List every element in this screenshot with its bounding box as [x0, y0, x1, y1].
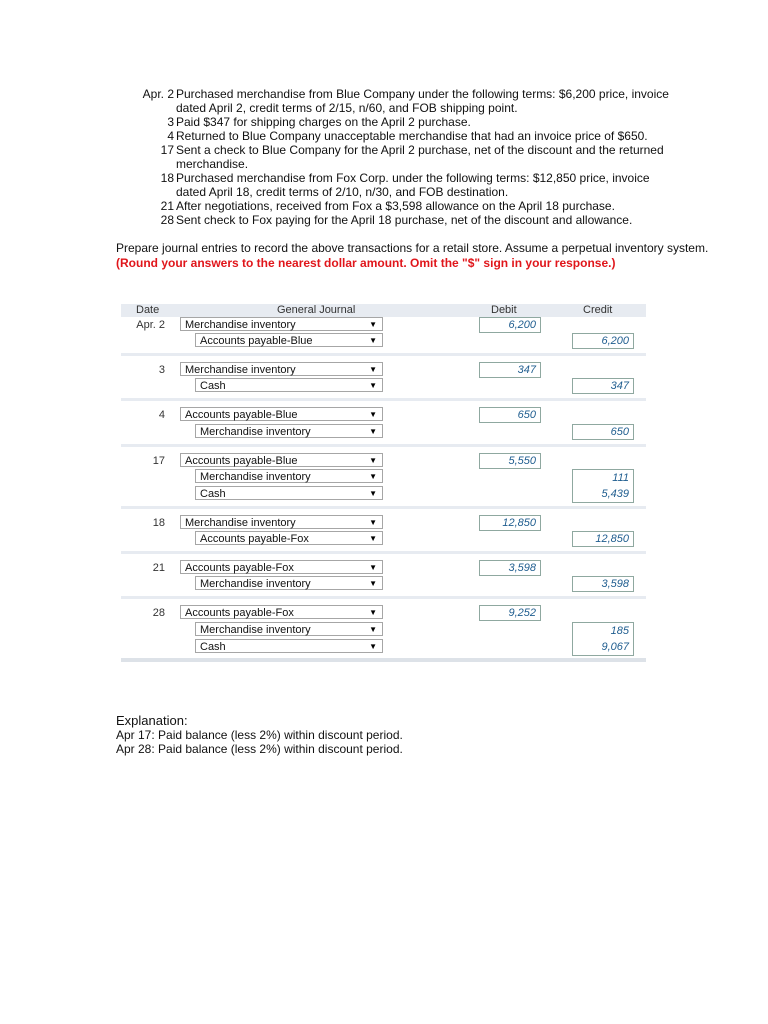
credit-account-select[interactable]: [195, 576, 383, 590]
select-value: Merchandise inventory: [200, 471, 311, 483]
transaction-text: Purchased merchandise from Blue Company under the following terms: $6,200 price, invoice: [176, 87, 669, 101]
transaction-text: Sent check to Fox paying for the April 18 purchase, net of the discount and allowance.: [176, 213, 633, 227]
select-value: Accounts payable-Blue: [200, 335, 313, 347]
credit-amount-input[interactable]: 650: [572, 424, 634, 440]
transaction-text: merchandise.: [176, 157, 249, 171]
transaction-text: After negotiations, received from Fox a $3,598 allowance on the April 18 purchase.: [176, 199, 615, 213]
dropdown-arrow-icon: ▼: [369, 456, 377, 465]
header-date: Date: [136, 304, 160, 316]
entry-date: 4: [158, 409, 165, 421]
debit-account-select[interactable]: [180, 560, 383, 574]
select-value: Accounts payable-Fox: [185, 607, 294, 619]
transaction-text: Sent a check to Blue Company for the April 2 purchase, net of the discount and the returned: [176, 143, 664, 157]
entry-separator: [121, 353, 646, 356]
credit-account-select[interactable]: [195, 424, 383, 438]
debit-amount-input[interactable]: 347: [479, 362, 541, 378]
transaction-date: 18: [160, 171, 174, 185]
select-value: Accounts payable-Fox: [200, 533, 309, 545]
credit-amount-inputs[interactable]: [572, 469, 634, 503]
transaction-text: dated April 2, credit terms of 2/15, n/60, and FOB shipping point.: [176, 101, 518, 115]
debit-account-select[interactable]: [180, 317, 383, 331]
dropdown-arrow-icon: ▼: [369, 579, 377, 588]
transaction-item: [0, 143, 768, 171]
debit-amount-input[interactable]: 6,200: [479, 317, 541, 333]
dropdown-arrow-icon: ▼: [369, 489, 377, 498]
transaction-text: Purchased merchandise from Fox Corp. under the following terms: $12,850 price, invoice: [176, 171, 650, 185]
select-value: Accounts payable-Blue: [185, 455, 298, 467]
dropdown-arrow-icon: ▼: [369, 563, 377, 572]
select-value: Accounts payable-Blue: [185, 409, 298, 421]
credit-account-select[interactable]: [195, 333, 383, 347]
debit-amount-input[interactable]: 12,850: [479, 515, 541, 531]
select-value: Merchandise inventory: [185, 319, 296, 331]
dropdown-arrow-icon: ▼: [369, 336, 377, 345]
entry-separator: [121, 444, 646, 447]
entry-date: 18: [152, 517, 165, 529]
debit-account-select[interactable]: [180, 407, 383, 421]
dropdown-arrow-icon: ▼: [369, 534, 377, 543]
select-value: Merchandise inventory: [185, 364, 296, 376]
transaction-item: [0, 213, 768, 227]
select-value: Cash: [200, 380, 226, 392]
credit-amount-input[interactable]: 185: [610, 625, 629, 637]
credit-amount-input[interactable]: 6,200: [572, 333, 634, 349]
transaction-item: [0, 87, 768, 115]
explanation: [116, 714, 403, 756]
credit-account-select[interactable]: [195, 531, 383, 545]
transaction-item: [0, 199, 768, 213]
header-debit: Debit: [491, 304, 517, 316]
credit-account-select[interactable]: [195, 469, 383, 483]
instructions-text: Prepare journal entries to record the above transactions for a retail store. Assume a perpetual inventory system.: [116, 241, 709, 255]
dropdown-arrow-icon: ▼: [369, 381, 377, 390]
credit-amount-input[interactable]: 111: [612, 472, 629, 484]
general-journal-table: [121, 304, 646, 662]
entry-separator: [121, 398, 646, 401]
credit-account-select[interactable]: [195, 639, 383, 653]
dropdown-arrow-icon: ▼: [369, 608, 377, 617]
credit-amount-input[interactable]: 347: [572, 378, 634, 394]
instructions-emphasis: (Round your answers to the nearest dollar amount. Omit the "$" sign in your response.): [116, 256, 616, 270]
dropdown-arrow-icon: ▼: [369, 625, 377, 634]
select-value: Merchandise inventory: [200, 578, 311, 590]
transaction-date: 3: [167, 115, 174, 129]
dropdown-arrow-icon: ▼: [369, 518, 377, 527]
credit-account-select[interactable]: [195, 486, 383, 500]
select-value: Merchandise inventory: [200, 624, 311, 636]
debit-account-select[interactable]: [180, 605, 383, 619]
entry-separator: [121, 551, 646, 554]
instructions: [116, 241, 716, 271]
header-general-journal: General Journal: [277, 304, 356, 316]
transaction-text: dated April 18, credit terms of 2/10, n/30, and FOB destination.: [176, 185, 509, 199]
entry-date: 17: [152, 455, 165, 467]
dropdown-arrow-icon: ▼: [369, 320, 377, 329]
debit-account-select[interactable]: [180, 515, 383, 529]
credit-amount-input[interactable]: 5,439: [601, 488, 629, 500]
transaction-list: [0, 87, 768, 227]
transaction-date: 21: [160, 199, 174, 213]
entry-date: 3: [158, 364, 165, 376]
debit-amount-input[interactable]: 650: [479, 407, 541, 423]
select-value: Cash: [200, 488, 226, 500]
transaction-date: 17: [160, 143, 174, 157]
explanation-title: Explanation:: [116, 713, 188, 728]
dropdown-arrow-icon: ▼: [369, 410, 377, 419]
transaction-item: [0, 171, 768, 199]
select-value: Merchandise inventory: [200, 426, 311, 438]
entry-separator: [121, 506, 646, 509]
debit-amount-input[interactable]: 5,550: [479, 453, 541, 469]
entry-date: 21: [152, 562, 165, 574]
transaction-date: 4: [167, 129, 174, 143]
debit-amount-input[interactable]: 9,252: [479, 605, 541, 621]
transaction-text: Returned to Blue Company unacceptable merchandise that had an invoice price of $650.: [176, 129, 648, 143]
entry-separator: [121, 596, 646, 599]
select-value: Merchandise inventory: [185, 517, 296, 529]
dropdown-arrow-icon: ▼: [369, 642, 377, 651]
transaction-item: [0, 115, 768, 129]
journal-header: [121, 304, 646, 317]
entry-date: Apr. 2: [136, 319, 165, 331]
credit-account-select[interactable]: [195, 378, 383, 392]
debit-account-select[interactable]: [180, 453, 383, 467]
transaction-text: Paid $347 for shipping charges on the April 2 purchase.: [176, 115, 471, 129]
select-value: Accounts payable-Fox: [185, 562, 294, 574]
credit-account-select[interactable]: [195, 622, 383, 636]
transaction-date: Apr. 2: [142, 87, 174, 101]
credit-amount-input[interactable]: 12,850: [572, 531, 634, 547]
credit-amount-inputs[interactable]: [572, 622, 634, 656]
dropdown-arrow-icon: ▼: [369, 427, 377, 436]
transaction-date: 28: [160, 213, 174, 227]
credit-amount-input[interactable]: 3,598: [572, 576, 634, 592]
dropdown-arrow-icon: ▼: [369, 472, 377, 481]
entry-date: 28: [152, 607, 165, 619]
explanation-line: Apr 28: Paid balance (less 2%) within discount period.: [116, 742, 403, 756]
transaction-item: [0, 129, 768, 143]
explanation-line: Apr 17: Paid balance (less 2%) within discount period.: [116, 728, 403, 742]
journal-bottom-bar: [121, 658, 646, 662]
header-credit: Credit: [583, 304, 613, 316]
select-value: Cash: [200, 641, 226, 653]
dropdown-arrow-icon: ▼: [369, 365, 377, 374]
debit-amount-input[interactable]: 3,598: [479, 560, 541, 576]
credit-amount-input[interactable]: 9,067: [601, 641, 629, 653]
debit-account-select[interactable]: [180, 362, 383, 376]
